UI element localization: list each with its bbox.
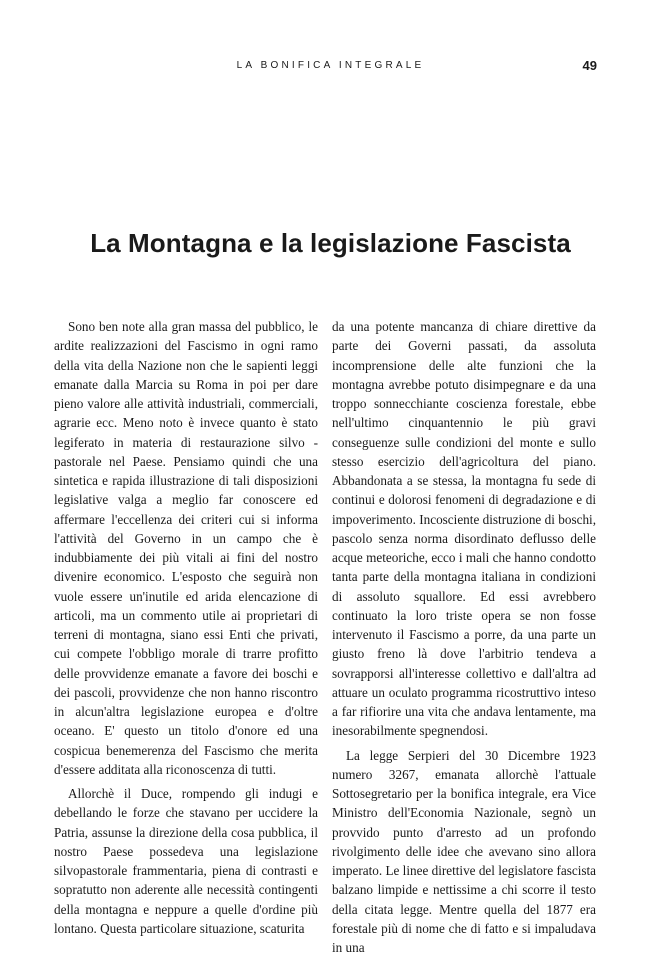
running-title: LA BONIFICA INTEGRALE (188, 60, 473, 71)
running-head (0, 58, 661, 78)
text-column-left (54, 317, 318, 938)
paragraph: Allorchè il Duce, rompendo gli indugi e debellando le forze che stavano per uccidere la Patria, assunse la direzione della cosa pubblica, il nostro Paese possedeva una legislazione silvopastorale frammentaria, piena di contrasti e sopratutto non aderente alle necessità contingenti della montagna e neppure a quelle d'ordine più lontano. Questa particolare situazione, scaturita (54, 784, 318, 938)
text-column-right (332, 317, 596, 957)
article-title: La Montagna e la legislazione Fascista (0, 228, 661, 259)
paragraph: da una potente mancanza di chiare direttive da parte dei Governi passati, da assoluta incomprensione delle alte funzioni che la montagna avrebbe potuto disimpegnare e da una troppo sonnecchiante coscienza forestale, ebbe nell'ultimo cinquantennio le più gravi conseguenze sulle condizioni del monte e sullo stesso esercizio dell'agricoltura del piano. Abbandonata a se stessa, la montagna fu sede di continui e dolorosi fenomeni di degradazione e di impoverimento. Incosciente distruzione di boschi, pascolo senza norma disordinato deflusso delle acque meteoriche, ecco i mali che hanno condotto tanta parte della montagna italiana in condizioni di assoluto squallore. Ed essi avrebbero continuato la loro triste opera se non fosse intervenuto il Fascismo a porre, da una parte un giusto freno là dove l'arbitrio tendeva a sovrapporsi all'interesse collettivo e dall'altra ad attuare un oculato programma ricostruttivo inteso a far rifiorire una vita che andava lentamente, ma inesorabilmente spegnendosi. (332, 317, 596, 741)
paragraph: La legge Serpieri del 30 Dicembre 1923 numero 3267, emanata allorchè l'attuale Sottosegretario per la bonifica integrale, era Vice Ministro dell'Economia Nazionale, segnò un provvido punto d'arresto ad un profondo rivolgimento delle idee che avevano sino allora imperato. Le linee direttive del legislatore fascista balzano limpide e nettissime a chi scorre il testo della citata legge. Mentre quella del 1877 era forestale più di nome che di fatto e si impaludava in una (332, 746, 596, 957)
page-number: 49 (583, 58, 597, 73)
paragraph: Sono ben note alla gran massa del pubblico, le ardite realizzazioni del Fascismo in ogni ramo della vita della Nazione non che le sapienti leggi emanate dalla Marcia su Roma in poi per dare pieno valore alle attività industriali, commerciali, agrarie ecc. Meno noto è invece quanto è stato legiferato in materia di restaurazione silvo - pastorale nel Paese. Pensiamo quindi che una sintetica e rapida illustrazione di tali disposizioni legislative valga a meglio far conoscere ed affermare l'eccellenza dei criteri cui si informa l'attività del Governo in un campo che è indubbiamente dei più vitali ai fini del nostro divenire economico. L'esposto che seguirà non vuole essere un'inutile ed arida elencazione di articoli, ma un commento utile ai proprietari di terreni di montagna, siano essi Enti che privati, cui compete l'obbligo morale di trarre profitto delle provvidenze emanate a favore dei boschi e dei pascoli, provvidenze che non hanno riscontro in alcun'altra legislazione europea e d'oltre oceano. E' questo un titolo d'onore ed una cospicua benemerenza del Fascismo che merita d'essere additata alla riconoscenza di tutti. (54, 317, 318, 779)
